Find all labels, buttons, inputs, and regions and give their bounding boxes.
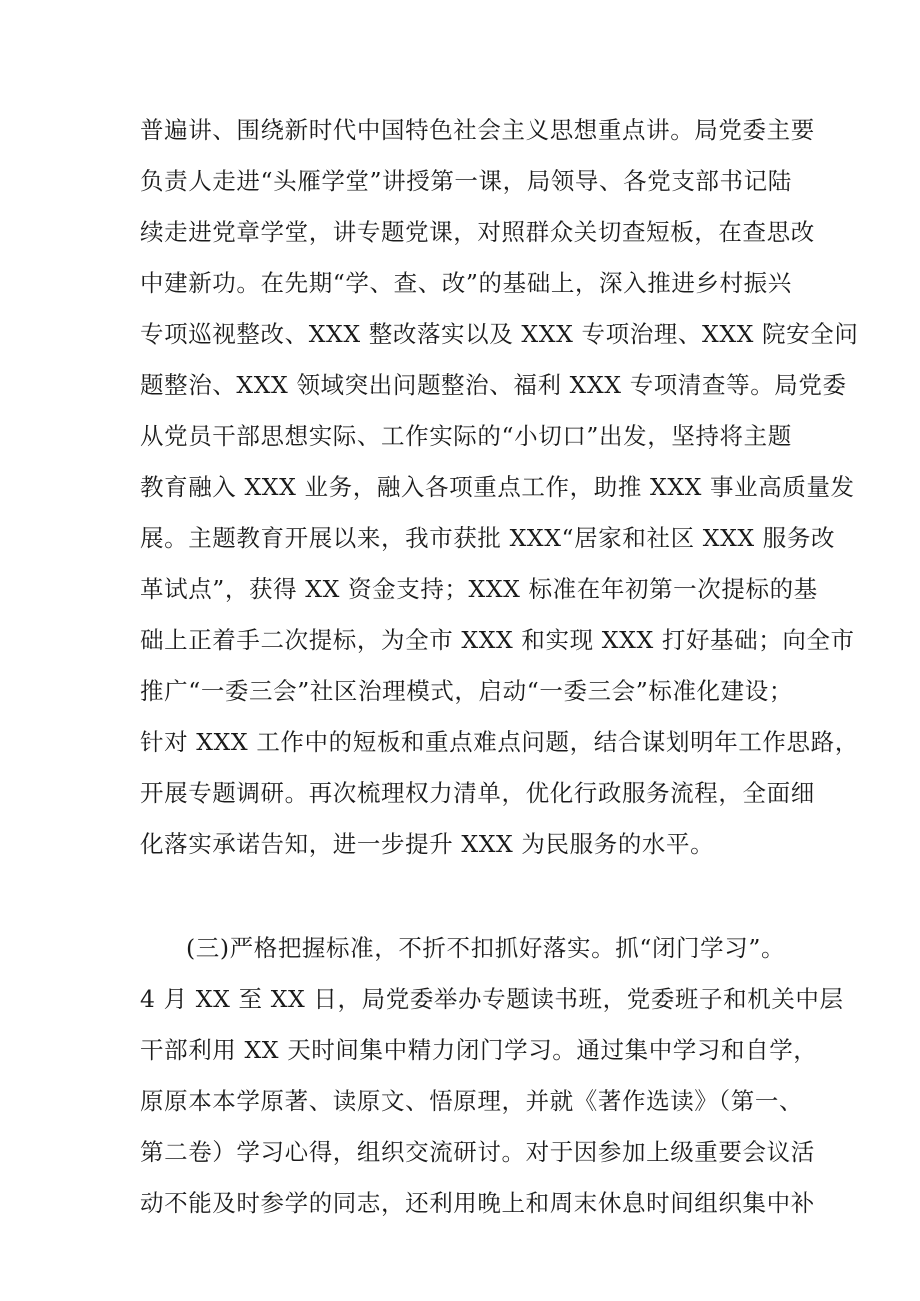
paragraph-2-line-5: 第二卷）学习心得，组织交流研讨。对于因参加上级重要会议活 xyxy=(140,1138,815,1166)
paragraph-1-line-14: 开展专题调研。再次梳理权力清单，优化行政服务流程，全面细 xyxy=(140,779,815,807)
paragraph-1-line-3: 续走进党章学堂，讲专题党课，对照群众关切查短板，在查思改 xyxy=(140,218,815,246)
paragraph-1-line-8: 教育融入 XXX 业务，融入各项重点工作，助推 XXX 事业高质量发 xyxy=(140,473,855,501)
paragraph-1-line-1: 普遍讲、围绕新时代中国特色社会主义思想重点讲。局党委主要 xyxy=(140,116,815,144)
paragraph-1-line-9: 展。主题教育开展以来，我市获批 XXX“居家和社区 XXX 服务改 xyxy=(140,524,836,552)
paragraph-2-line-1: (三)严格把握标准，不折不扣抓好落实。抓“闭门学习”。 xyxy=(186,934,786,962)
paragraph-1-line-10: 革试点”，获得 XX 资金支持；XXX 标准在年初第一次提标的基 xyxy=(140,575,818,603)
paragraph-1-line-13: 针对 XXX 工作中的短板和重点难点问题，结合谋划明年工作思路， xyxy=(140,728,859,756)
paragraph-1-line-11: 础上正着手二次提标，为全市 XXX 和实现 XXX 打好基础；向全市 xyxy=(140,626,855,654)
paragraph-1-line-15: 化落实承诺告知，进一步提升 XXX 为民服务的水平。 xyxy=(140,830,715,858)
paragraph-1-line-2: 负责人走进“头雁学堂”讲授第一课，局领导、各党支部书记陆 xyxy=(140,167,792,195)
paragraph-1-line-4: 中建新功。在先期“学、查、改”的基础上，深入推进乡村振兴 xyxy=(140,269,792,297)
paragraph-1-line-7: 从党员干部思想实际、工作实际的“小切口”出发，坚持将主题 xyxy=(140,422,792,450)
paragraph-2-line-4: 原原本本学原著、读原文、悟原理，并就《著作选读》（第一、 xyxy=(140,1087,804,1115)
paragraph-2-line-6: 动不能及时参学的同志，还利用晚上和周末休息时间组织集中补 xyxy=(140,1189,815,1217)
paragraph-1-line-5: 专项巡视整改、XXX 整改落实以及 XXX 专项治理、XXX 院安全问 xyxy=(140,320,859,348)
paragraph-2-line-2: 4 月 XX 至 XX 日，局党委举办专题读书班，党委班子和机关中层 xyxy=(140,985,844,1013)
paragraph-1-line-6: 题整治、XXX 领域突出问题整治、福利 XXX 专项清查等。局党委 xyxy=(140,371,847,399)
paragraph-1-line-12: 推广“一委三会”社区治理模式，启动“一委三会”标准化建设； xyxy=(140,677,793,705)
paragraph-2-line-3: 干部利用 XX 天时间集中精力闭门学习。通过集中学习和自学， xyxy=(140,1036,818,1064)
